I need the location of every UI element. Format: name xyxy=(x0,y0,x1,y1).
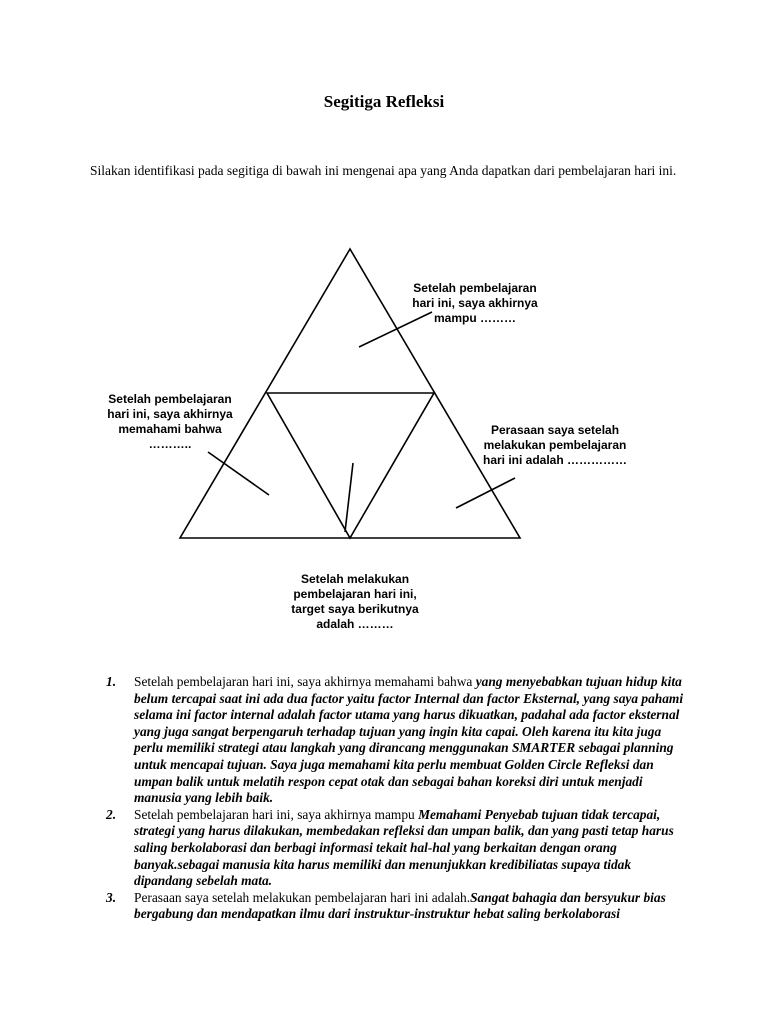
label-line: target saya berikutnya xyxy=(291,602,419,616)
item-prompt: Perasaan saya setelah melakukan pembelajaran hari ini adalah. xyxy=(134,889,471,905)
label-line: Setelah pembelajaran xyxy=(108,392,232,406)
list-item xyxy=(106,674,686,807)
diagram-label-left xyxy=(90,392,250,452)
list-item xyxy=(106,807,686,890)
pointer-line-right xyxy=(456,478,515,508)
label-line: Setelah pembelajaran xyxy=(413,281,537,295)
label-line: memahami bahwa xyxy=(118,422,222,436)
item-prompt: Setelah pembelajaran hari ini, saya akhirnya mampu xyxy=(134,806,419,822)
label-line: pembelajaran hari ini, xyxy=(293,587,417,601)
label-line: hari ini adalah …………… xyxy=(482,453,628,467)
item-number: 3. xyxy=(106,889,117,905)
list-item xyxy=(106,890,686,923)
diagram-label-right xyxy=(470,423,640,468)
diagram-label-bottom xyxy=(275,572,435,632)
diagram-label-top xyxy=(395,281,555,326)
inner-triangle xyxy=(267,393,434,538)
label-line: hari ini, saya akhirnya xyxy=(412,296,538,310)
label-line: Setelah melakukan xyxy=(300,572,410,586)
label-line: mampu ……… xyxy=(433,311,516,325)
label-line: Perasaan saya setelah xyxy=(490,423,620,437)
page-title: Segitiga Refleksi xyxy=(323,92,445,111)
label-line: adalah ……… xyxy=(316,617,394,631)
pointer-line-left xyxy=(208,452,269,495)
reflection-answers-list xyxy=(106,674,686,923)
item-number: 1. xyxy=(106,674,117,689)
item-prompt: Setelah pembelajaran hari ini, saya akhirnya memahami bahwa xyxy=(134,674,476,689)
item-response: Memahami Penyebab tujuan tidak tercapai, strategi yang harus dilakukan, membedakan refleksi dan umpan balik, dan yang pasti tetap harus saling berkolaborasi dan berbagi informasi tekait hal-hal yang berkaitan dengan orang banyak.sebagai manusia kita harus memiliki dan menunjukkan kredibiliatas supaya tidak dipandang sebelah mata. xyxy=(134,806,674,889)
item-response: yang menyebabkan tujuan hidup kita belum tercapai saat ini ada dua factor yaitu factor Internal dan factor Eksternal, yang saya pahami selama ini factor internal adalah factor utama yang harus dikuatkan, padahal ada factor eksternal yang juga sangat berpengaruh terhadap tujuan yang ingin kita capai. Oleh karena itu kita juga perlu memiliki strategi atau langkah yang dirancang menggunakan SMARTER sebagai planning untuk mencapai tujuan. Saya juga memahami kita perlu membuat Golden Circle Refleksi dan umpan balik untuk melatih respon cepat otak dan sebagai bahan koreksi diri untuk menjadi manusia yang lebih baik. xyxy=(134,674,684,806)
label-line: ……….. xyxy=(148,437,192,451)
label-line: hari ini, saya akhirnya xyxy=(107,407,233,421)
item-response: Sangat bahagia dan bersyukur bias bergabung dan mendapatkan ilmu dari instruktur-instruktur hebat saling berkolaborasi xyxy=(134,889,666,922)
intro-paragraph: Silakan identifikasi pada segitiga di bawah ini mengenai apa yang Anda dapatkan dari pembelajaran hari ini. xyxy=(90,163,677,178)
item-number: 2. xyxy=(106,806,117,822)
pointer-line-bottom xyxy=(345,463,353,532)
label-line: melakukan pembelajaran xyxy=(483,438,627,452)
